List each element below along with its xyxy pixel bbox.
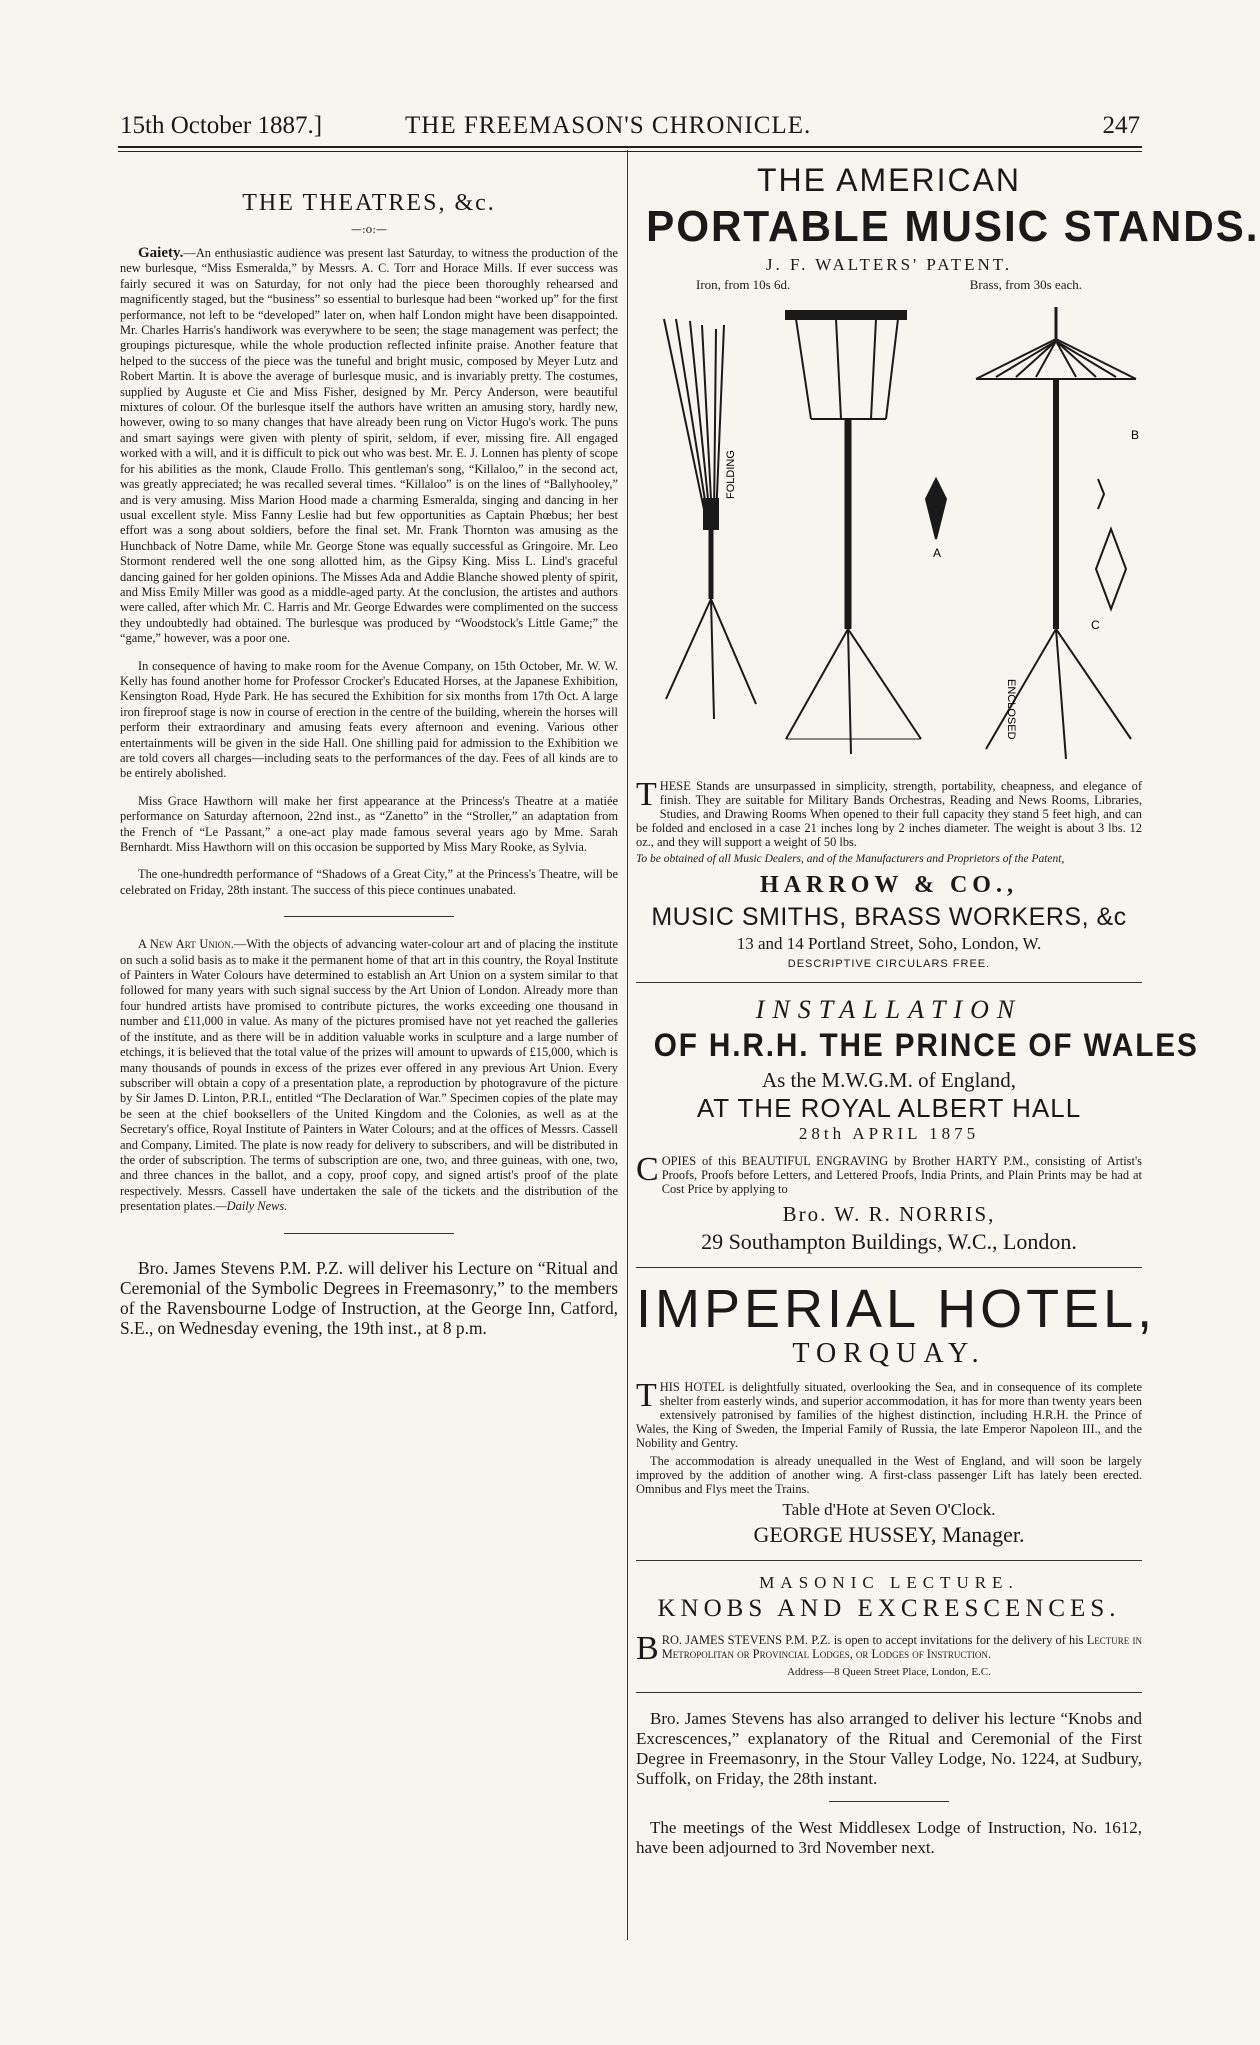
harrow-address: 13 and 14 Portland Street, Soho, London, W. [736,934,1042,953]
hotel-text: HIS HOTEL is delightfully situated, overlooking the Sea, and in consequence of its complete shelter from easterly winds, and superior accommodation, it has for more than twenty years been extensively patronised by families of the highest distinction, including H.R.H. the Prince of Wales, the King of Sweden, the Imperial Family of Russia, the late Emperor Napoleon III., and the Nobility and Gentry. [636,1380,1142,1450]
hotel-body-2: The accommodation is already unequalled in the West of England, and will soon be largely improved by the addition of another wing. A first-class passenger Lift has lately been erected. Omnibus and Flys meet the Trains. [636,1454,1142,1496]
dropcap-lecture: B [636,1630,659,1667]
dropcap-installation: C [636,1151,659,1188]
art-union-text: —With the objects of advancing water-colour art and of placing the institute on such a solid basis as to make it the permanent home of that art in this country, the Royal Institute of Painters in Water Colours have determined to establish an Art Union on a system similar to that followed for many years with such signal success by the Art Union of London. Already more than four hundred artists have promised to contribute pictures, the works exceeding one thousand in number and £11,000 in value. As many of the pictures promised have not yet reached the galleries of the institute, and as there will be in addition valuable works in sculpture and a large number of etchings, it is believed that the total value of the prizes will amount to upwards of £15,000, which is many thousands of pounds in excess of the prizes ever offered in any previous Art Union. Every subscriber will obtain a copy of a presentation plate, a reproduction by photogravure of the picture by Sir James D. Linton, P.R.I., entitled “The Declaration of War.” Specimen copies of the plate may be seen at the chief booksellers of the United Kingdom and the Colonies, as well as at the Secretary's office, Royal Institute of Painters in Water Colours; and at the offices of Messrs. Cassell and Company, Limited. The plate is now ready for delivery to subscribers, and will be distributed in the order of subscription. The terms of subscription are one, two, and three guineas, with one, two, and three chances in the ballot, and a copy, proof copy, and signed artist's proof of the plate respectively. Messrs. Cassell have undertaken the sale of the tickets and the distribution of the presentation plates. [120,937,618,1214]
music-stands-body [636,776,1142,849]
harrow-trade: MUSIC SMITHS, BRASS WORKERS, &c [651,903,1127,931]
gaiety-text: —An enthusiastic audience was present last Saturday, to witness the production of the new burlesque, “Miss Esmeralda,” by Messrs. A. C. Torr and Horace Mills. If ever success was fairly secured it was on Saturday, for not only had the piece been thoroughly rehearsed and magnificently staged, but the “business” so essential to burlesque had been “worked up” for the first performance, not left to be “developed” later on, when half London might have been disappointed. Mr. Charles Harris's handiwork was everywhere to be seen; the stage management was perfect; the groupings picturesque, while the whole production reflected infinite praise. Another feature that helped to the success of the piece was the tuneful and bright music, composed by Meyer Lutz and Robert Martin. It is above the average of burlesque music, and is invariably pretty. The costumes, supplied by Auguste et Cie and Miss Fisher, designed by Mr. Percy Anderson, were beautiful mixtures of colour. Of the burlesque itself the authors have written an amusing story, hardly new, however, owing to so many changes that have already been rung on Victor Hugo's work. The puns and smart sayings were given with plenty of spirit, seldom, if ever, missing fire. All engaged worked with a will, and it is difficult to pick out who was best. Mr. E. J. Lonnen has plenty of scope for his abilities as the monk, Claude Frollo. This gentleman's song, “Killaloo,” in the second act, was greatly appreciated; he was recalled several times. “Killaloo” is on the lines of “Ballyhooley,” and is very amusing. Miss Marion Hood made a charming Esmeralda, singing and dancing in her usual excellent style. Miss Fanny Leslie had but few opportunities as Captain Phœbus; her best effort was a song about soldiers, before the final set. Mr. Frank Thornton was amusing as the Hunchback of Notre Dame, while Mr. George Stone was equally successful as Gringoire. Mr. Leo Stormont rendered well the one song allotted him, as the Gipsy King. Miss L. Lind's graceful dancing gained for her golden opinions. The Misses Ada and Addie Blanche showed plenty of spirit, and Miss Emily Miller was good as a middle-aged party. At the conclusion, the artistes and authors were called, after which Mr. C. Harris and Mr. George Edwardes were complimented on the success they undoubtedly had obtained. The burlesque was produced by “Woodstock's Little Game;” the “game,” however, was a poor one. [120,246,618,646]
price-iron: Iron, from 10s 6d. [696,277,791,292]
prince-line: OF H.R.H. THE PRINCE OF WALES [653,1027,1199,1063]
hotel-name: IMPERIAL HOTEL, [636,1279,1157,1339]
art-union-source: —Daily News. [215,1199,288,1214]
hotel-table-dhote: Table d'Hote at Seven O'Clock. [782,1500,996,1519]
shadows-paragraph: The one-hundredth performance of “Shadows of a Great City,” at the Princess's Theatre, will be celebrated on Friday, 28th instant. The success of this piece continues unabated. [120,867,618,897]
west-middlesex-notice: The meetings of the West Middlesex Lodge of Instruction, No. 1612, have been adjourned to 3rd November next. [636,1818,1142,1858]
ad-american-line: THE AMERICAN [756,162,1022,198]
installation-line: INSTALLATION [755,995,1023,1024]
gaiety-lead: Gaiety. [138,245,184,261]
label-b: B [1131,428,1140,442]
dropcap-music: T [636,776,657,813]
lecture-ad-body [636,1630,1142,1667]
section-rule [284,916,454,917]
section-rule-2 [284,1233,454,1234]
norris-block [636,1202,1142,1255]
lecture-ad-caps: Lecture in Metropolitan or Provincial Lodges, or Lodges of Instruction. [661,1633,1142,1661]
left-column [120,160,618,1350]
theatres-heading: THE THEATRES, &c. [242,190,496,216]
price-brass: Brass, from 30s each. [969,277,1082,292]
open-stand-drawing [786,311,921,754]
harrow-circulars: DESCRIPTIVE CIRCULARS FREE. [787,958,991,970]
music-stands-obtainable: To be obtained of all Music Dealers, and of the Manufacturers and Proprietors of the Patent, [636,853,1065,865]
page-number: 247 [1102,112,1140,139]
installation-text: OPIES of this BEAUTIFUL ENGRAVING by Brother HARTY P.M., consisting of Artist's Proofs, Proofs before Letters, and Lettered Proofs, India Prints, and Plain Prints may be had at Cost Price by applying to [661,1154,1142,1196]
norris-address: 29 Southampton Buildings, W.C., London. [701,1229,1077,1254]
label-folding: FOLDING [725,450,737,499]
folded-stand-drawing [664,319,756,719]
bracket-drawing [926,479,946,539]
head-rule [118,146,1142,152]
ad-prices [636,277,1142,293]
dropcap-hotel: T [636,1377,657,1414]
art-union-paragraph [120,937,618,1214]
ad-rule-1 [636,982,1142,983]
hotel-footer [636,1500,1142,1548]
label-c: C [1091,618,1100,632]
right-column [636,160,1260,1870]
lecture-ad-text: RO. JAMES STEVENS P.M. P.Z. is open to accept invitations for the delivery of his [661,1633,1087,1647]
hotel-manager: GEORGE HUSSEY, Manager. [753,1522,1025,1547]
mwgm-line: As the M.W.G.M. of England, [761,1068,1017,1092]
installation-ad [636,995,1199,1144]
ad-rule-2 [636,1267,1142,1268]
music-stands-ad [636,162,1260,769]
knobs-notice: Bro. James Stevens has also arranged to deliver his lecture “Knobs and Excrescences,” explanatory of the Ritual and Ceremonial of the First Degree in Freemasonry, in the Stour Valley Lodge, No. 1224, at Sudbury, Suffolk, on Friday, the 28th instant. [636,1709,1142,1789]
exhibition-paragraph: In consequence of having to make room for the Avenue Company, on 15th October, Mr. W. W. Kelly has found another home for Professor Crocker's Educated Horses, at the Japanese Exhibition, Kensington Road, Hyde Park. He has secured the Exhibition for six months from 17th Oct. A large iron fireproof stage is now in course of erection in the centre of the building, wherein the horses will perform their extraordinary and amusing feats every afternoon and evening. Various other entertainments will be given in the side Hall. One shilling paid for admission to the Exhibition we are told covers all charges—including seats to the performances of the day. Fees of all kinds are to be entirely abolished. [120,658,618,781]
music-stands-text: HESE Stands are unsurpassed in simplicity, strength, portability, cheapness, and elegance of finish. They are suitable for Military Bands Orchestras, Reading and News Rooms, Libraries, Studies, and Drawing Rooms When opened to their full capacity they stand 5 feet high, and can be folded and enclosed in a case 21 inches long by 2 inches diameter. The weight is about 3 lbs. 12 oz., and they will support a weight of 50 lbs. [636,779,1142,849]
hawthorn-paragraph: Miss Grace Hawthorn will make her first appearance at the Princess's Theatre at a matiée performance on Saturday afternoon, 22nd inst., as “Zanetto” in the “Stroller,” an adaptation from the French of “Le Passant,” a one-act play made famous several years ago by Mme. Sarah Bernhardt. Miss Hawthorn will on this occasion be supported by Miss Mary Rooke, as Sylvia. [120,793,618,855]
installation-body [636,1151,1142,1196]
ad-patent-line: J. F. WALTERS' PATENT. [765,255,1013,274]
gaiety-paragraph [120,246,618,647]
issue-date: 15th October 1887.] [120,112,323,139]
running-head [120,112,1140,148]
art-union-lead: A New Art Union. [138,937,234,952]
harrow-block [636,872,1142,970]
ad-rule-3 [636,1560,1142,1561]
ad-rule-4 [636,1692,1142,1693]
norris-name: Bro. W. R. NORRIS, [782,1202,996,1226]
lecture-ad [636,1573,1142,1623]
hotel-body [636,1377,1142,1450]
publication-title: THE FREEMASON'S CHRONICLE. [405,112,812,139]
ad-portable-line: PORTABLE MUSIC STANDS. [646,202,1260,251]
hotel-town: TORQUAY. [792,1338,986,1369]
label-enclosed: ENCLOSED [1005,679,1017,740]
lecture-ad-address: Address—8 Queen Street Place, London, E.C. [787,1666,991,1678]
lecture-notice-left: Bro. James Stevens P.M. P.Z. will deliver his Lecture on “Ritual and Ceremonial of the Symbolic Degrees in Freemasonry,” to the members of the Ravensbourne Lodge of Instruction, at the George Inn, Catford, S.E., on Wednesday evening, the 19th inst., at 8 p.m. [120,1257,618,1338]
section-rule-3 [829,1801,949,1802]
installation-date: 28th APRIL 1875 [798,1124,980,1143]
desk-stand-drawing [976,307,1136,759]
label-a: A [933,546,942,560]
column-divider [627,150,628,1940]
royal-albert-line: AT THE ROYAL ALBERT HALL [696,1093,1082,1123]
music-stand-illustration [636,299,1142,769]
harrow-name: HARROW & CO., [760,872,1018,898]
theatres-dash: —:o:— [350,223,388,236]
masonic-lecture-line: MASONIC LECTURE. [759,1573,1019,1592]
hotel-ad [636,1279,1157,1370]
knobs-line: KNOBS AND EXCRESCENCES. [657,1595,1121,1622]
